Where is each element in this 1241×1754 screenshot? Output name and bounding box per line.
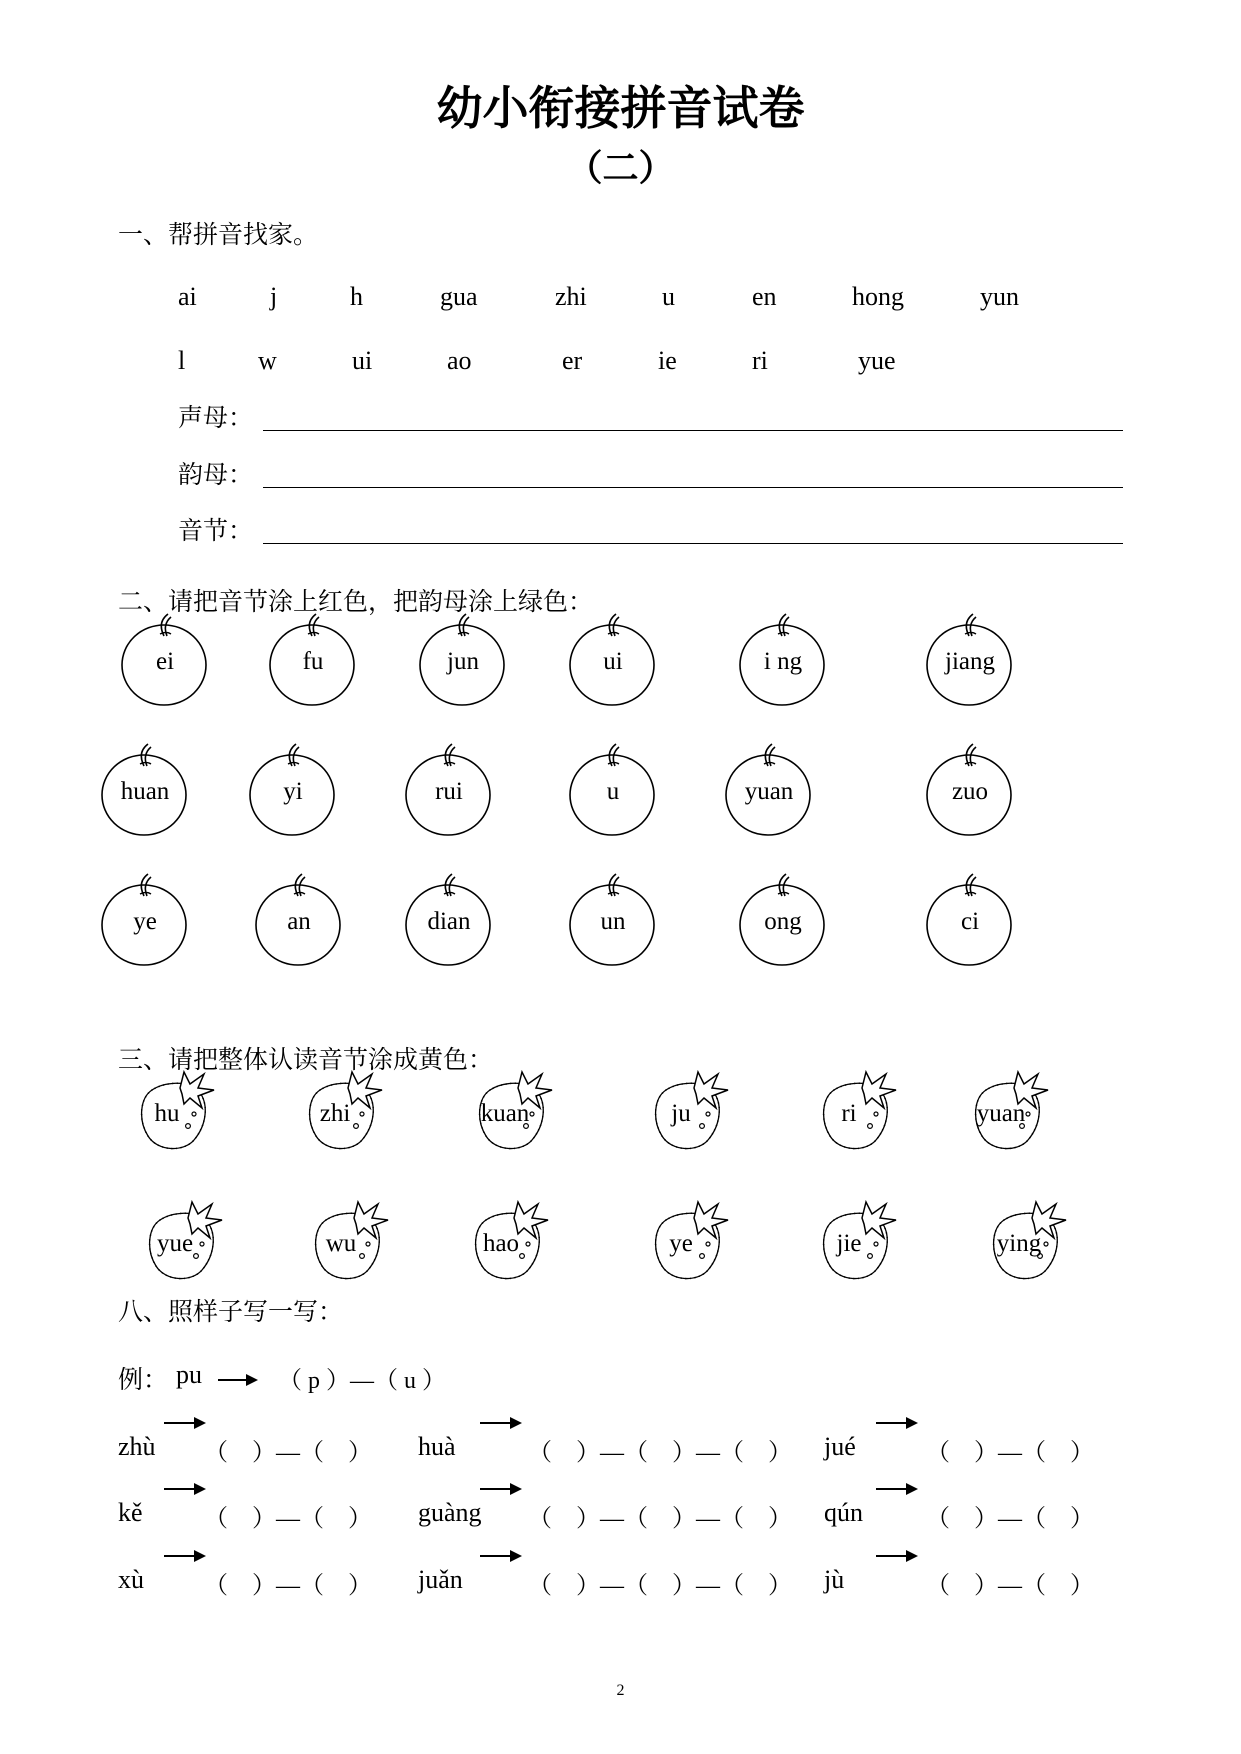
answer-blanks[interactable]: （ ）—（ ） bbox=[204, 1440, 372, 1466]
strawberry[interactable] bbox=[470, 1060, 560, 1155]
strawberry-label: zhi bbox=[319, 1100, 351, 1127]
apple-label: ui bbox=[603, 648, 623, 675]
apple[interactable] bbox=[925, 610, 1015, 710]
answer-blanks[interactable]: （ ）—（ ） bbox=[926, 1573, 1094, 1599]
strawberry-label: ye bbox=[669, 1230, 693, 1257]
apple[interactable] bbox=[418, 610, 508, 710]
apple-label: u bbox=[606, 778, 620, 805]
answer-blanks[interactable]: （ ）—（ ）—（ ） bbox=[528, 1440, 792, 1466]
exercise-syllable: xù bbox=[118, 1565, 144, 1594]
strawberry[interactable] bbox=[646, 1190, 736, 1285]
exercise-syllable: jué bbox=[824, 1432, 856, 1461]
pinyin-item: u bbox=[662, 282, 675, 311]
strawberry[interactable] bbox=[814, 1190, 904, 1285]
pinyin-item: j bbox=[270, 282, 278, 311]
section3-heading: 三、请把整体认读音节涂成黄色： bbox=[118, 1045, 494, 1074]
apple-label: ye bbox=[133, 908, 157, 935]
answer-blanks[interactable]: （ ）—（ ）—（ ） bbox=[528, 1506, 792, 1532]
exercise-syllable: huà bbox=[418, 1432, 456, 1461]
apple[interactable] bbox=[248, 740, 338, 840]
strawberry-label: yuan bbox=[976, 1100, 1026, 1127]
example-part: p bbox=[308, 1368, 320, 1394]
example-part: u bbox=[404, 1368, 416, 1394]
strawberry-label: hu bbox=[154, 1100, 180, 1127]
apple-label: huan bbox=[120, 778, 170, 805]
answer-label: 韵母： bbox=[178, 460, 254, 489]
strawberry[interactable] bbox=[140, 1190, 230, 1285]
apple-label: jiang bbox=[945, 648, 995, 675]
arrow-icon bbox=[876, 1422, 916, 1424]
answer-blanks[interactable]: （ ）—（ ） bbox=[204, 1573, 372, 1599]
pinyin-item: hong bbox=[852, 282, 904, 311]
apple[interactable] bbox=[100, 870, 190, 970]
arrow-icon bbox=[164, 1555, 204, 1557]
pinyin-item: en bbox=[752, 282, 777, 311]
arrow-icon bbox=[876, 1488, 916, 1490]
strawberry[interactable] bbox=[814, 1060, 904, 1155]
strawberry[interactable] bbox=[984, 1190, 1074, 1285]
exercise-syllable: qún bbox=[824, 1498, 863, 1527]
section1-heading: 一、帮拼音找家。 bbox=[118, 220, 319, 249]
strawberry-label: wu bbox=[325, 1230, 357, 1257]
strawberry-label: ying bbox=[996, 1230, 1042, 1257]
pinyin-item: yue bbox=[858, 346, 896, 375]
apple[interactable] bbox=[404, 870, 494, 970]
pinyin-item: yun bbox=[980, 282, 1019, 311]
pinyin-item: h bbox=[350, 282, 363, 311]
apple[interactable] bbox=[738, 870, 828, 970]
pinyin-item: ai bbox=[178, 282, 197, 311]
answer-line[interactable] bbox=[263, 430, 1123, 431]
exercise-syllable: juǎn bbox=[418, 1565, 463, 1594]
apple-label: jun bbox=[447, 648, 479, 675]
answer-label: 音节： bbox=[178, 516, 254, 545]
apple-label: an bbox=[287, 908, 311, 935]
arrow-icon bbox=[218, 1379, 256, 1381]
apple[interactable] bbox=[568, 870, 658, 970]
pinyin-item: gua bbox=[440, 282, 478, 311]
apple-label: ei bbox=[155, 648, 175, 675]
apple[interactable] bbox=[568, 610, 658, 710]
arrow-icon bbox=[164, 1422, 204, 1424]
page-title: 幼小衔接拼音试卷 bbox=[436, 81, 805, 135]
example-parts: （ p ）—（ u ） bbox=[278, 1368, 446, 1394]
strawberry[interactable] bbox=[966, 1060, 1056, 1155]
strawberry-label: kuan bbox=[480, 1100, 530, 1127]
arrow-icon bbox=[876, 1555, 916, 1557]
arrow-icon bbox=[480, 1555, 520, 1557]
arrow-icon bbox=[480, 1422, 520, 1424]
apple-label: rui bbox=[435, 778, 463, 805]
answer-blanks[interactable]: （ ）—（ ） bbox=[926, 1440, 1094, 1466]
apple[interactable] bbox=[100, 740, 190, 840]
apple-label: dian bbox=[427, 908, 471, 935]
apple-label: un bbox=[600, 908, 626, 935]
answer-blanks[interactable]: （ ）—（ ）—（ ） bbox=[528, 1573, 792, 1599]
strawberry-label: hao bbox=[482, 1230, 520, 1257]
answer-label: 声母： bbox=[178, 403, 254, 432]
answer-line[interactable] bbox=[263, 487, 1123, 488]
apple-label: ci bbox=[960, 908, 980, 935]
apple[interactable] bbox=[925, 870, 1015, 970]
answer-blanks[interactable]: （ ）—（ ） bbox=[926, 1506, 1094, 1532]
strawberry-label: ri bbox=[841, 1100, 857, 1127]
pinyin-item: ie bbox=[658, 346, 677, 375]
pinyin-item: l bbox=[178, 346, 186, 375]
strawberry-label: jie bbox=[836, 1230, 862, 1257]
apple[interactable] bbox=[120, 610, 210, 710]
apple-label: yuan bbox=[744, 778, 794, 805]
strawberry[interactable] bbox=[646, 1060, 736, 1155]
apple-label: zuo bbox=[951, 778, 989, 805]
strawberry[interactable] bbox=[466, 1190, 556, 1285]
apple[interactable] bbox=[268, 610, 358, 710]
exercise-syllable: jù bbox=[824, 1565, 845, 1594]
apple[interactable] bbox=[568, 740, 658, 840]
pinyin-item: w bbox=[258, 346, 277, 375]
exercise-syllable: kě bbox=[118, 1498, 143, 1527]
pinyin-item: ao bbox=[447, 346, 472, 375]
answer-line[interactable] bbox=[263, 543, 1123, 544]
apple-label: fu bbox=[302, 648, 324, 675]
strawberry[interactable] bbox=[306, 1190, 396, 1285]
pinyin-item: ui bbox=[352, 346, 373, 375]
strawberry-label: yue bbox=[156, 1230, 194, 1257]
apple[interactable] bbox=[724, 740, 814, 840]
section2-heading: 二、请把音节涂上红色，把韵母涂上绿色： bbox=[118, 587, 594, 616]
apple[interactable] bbox=[925, 740, 1015, 840]
page-subtitle: （二） bbox=[566, 147, 675, 189]
example-syllable: pu bbox=[176, 1360, 202, 1389]
strawberry[interactable] bbox=[132, 1060, 222, 1155]
arrow-icon bbox=[164, 1488, 204, 1490]
answer-blanks[interactable]: （ ）—（ ） bbox=[204, 1506, 372, 1532]
pinyin-item: er bbox=[562, 346, 583, 375]
section8-heading: 八、照样子写一写： bbox=[118, 1297, 344, 1326]
example-prefix: 例： bbox=[118, 1365, 169, 1394]
apple[interactable] bbox=[738, 610, 828, 710]
apple[interactable] bbox=[254, 870, 344, 970]
apple[interactable] bbox=[404, 740, 494, 840]
exercise-syllable: zhù bbox=[118, 1432, 156, 1461]
apple-label: ong bbox=[764, 908, 802, 935]
strawberry-label: ju bbox=[671, 1100, 691, 1127]
pinyin-item: ri bbox=[752, 346, 768, 375]
apple-label: yi bbox=[283, 778, 303, 805]
strawberry[interactable] bbox=[300, 1060, 390, 1155]
apple-label: i ng bbox=[763, 648, 803, 675]
exercise-syllable: guàng bbox=[418, 1498, 482, 1527]
page-number: 2 bbox=[616, 1682, 625, 1699]
arrow-icon bbox=[480, 1488, 520, 1490]
pinyin-item: zhi bbox=[555, 282, 587, 311]
